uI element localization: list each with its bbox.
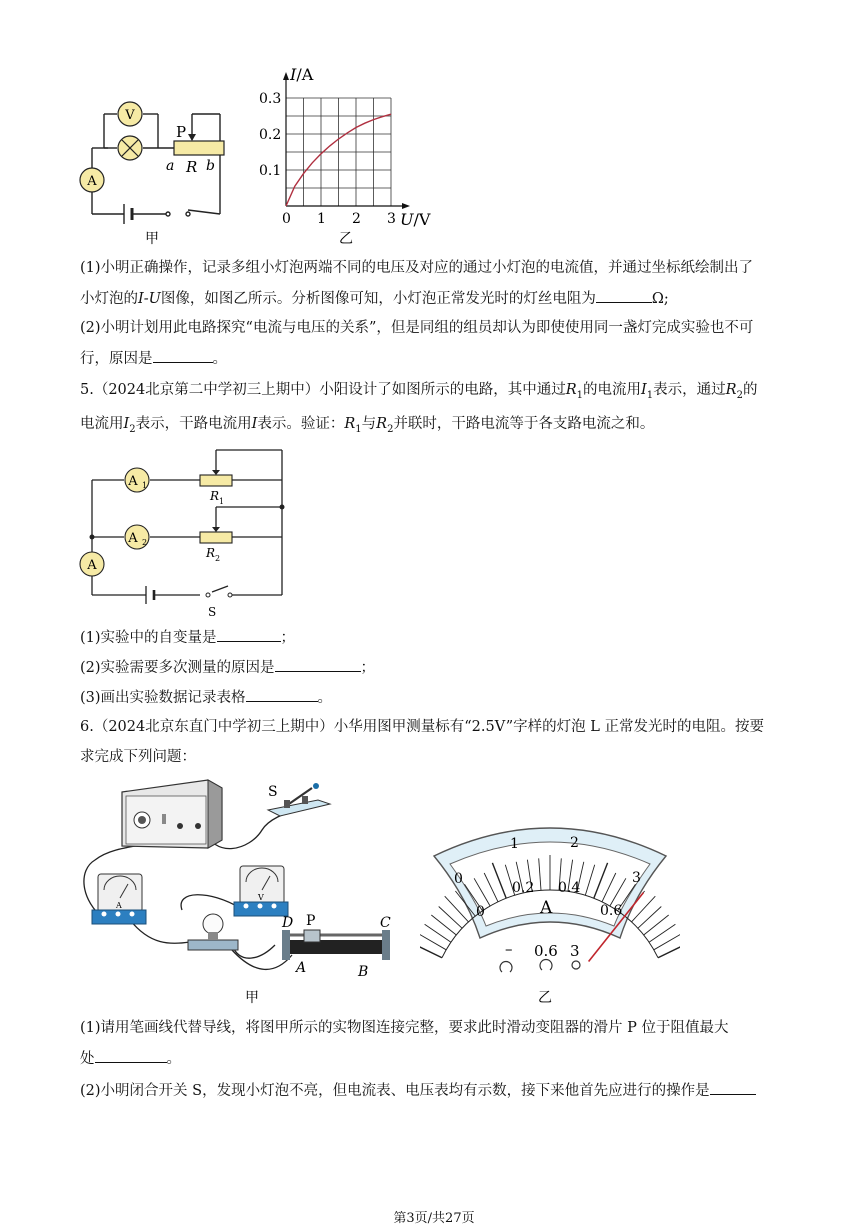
resistor-label: R <box>186 158 198 176</box>
r1-label: R <box>210 489 220 503</box>
answer-blank-variable[interactable] <box>217 627 281 642</box>
apparatus-figure <box>0 770 420 1015</box>
ammeter-device <box>92 874 146 924</box>
dial-tick <box>644 915 669 935</box>
q4-part2-line2: 行，原因是 。 <box>80 348 227 369</box>
x-tick-label: 2 <box>352 211 361 227</box>
answer-blank-resistance[interactable] <box>596 288 652 303</box>
top-scale-1: 1 <box>510 836 519 852</box>
y-tick-label: 0.3 <box>259 91 282 107</box>
top-scale-0: 0 <box>454 871 463 887</box>
slider-p-label: P <box>306 913 316 929</box>
x-axis-arrow-icon <box>402 203 410 209</box>
dial-tick <box>439 907 463 929</box>
slider-arrow-icon <box>188 134 196 141</box>
terminal-3-label: 3 <box>570 942 580 960</box>
r2-label: R <box>206 546 216 560</box>
dial-tick <box>658 941 680 958</box>
voltmeter-device <box>234 866 288 916</box>
terminal-06-label: 0.6 <box>534 942 558 960</box>
x-tick-label: 3 <box>387 211 396 227</box>
terminal-d-label: D <box>282 915 294 931</box>
ammeter-main-label: A <box>87 558 97 573</box>
lamp-device <box>188 914 238 950</box>
caption-jia-q6: 甲 <box>245 990 259 1006</box>
answer-blank-reason-multiple[interactable] <box>275 657 361 672</box>
top-figures <box>0 0 868 250</box>
terminal-c-label: C <box>380 915 391 931</box>
circuit-diagram-top <box>92 114 220 224</box>
y-axis-label: I/A <box>290 65 314 84</box>
q6-sub1-line1: (1)请用笔画线代替导线，将图甲所示的实物图连接完整，要求此时滑动变阻器的滑片 P 位于阻值最大 <box>80 1020 729 1036</box>
x-axis-label: U/V <box>400 210 431 229</box>
switch-label: S <box>208 605 217 619</box>
bottom-scale-06: 0.6 <box>600 903 623 919</box>
y-tick-label: 0.2 <box>259 127 282 143</box>
ammeter-label: A <box>87 174 97 189</box>
dial-tick <box>431 915 456 935</box>
top-scale-2: 2 <box>570 835 579 851</box>
caption-yi-q6: 乙 <box>538 990 552 1006</box>
page-footer: 第3页/共27页 <box>393 1211 475 1226</box>
bottom-scale-04: 0.4 <box>558 880 581 896</box>
q6-line1: 6.（2024北京东直门中学初三上期中）小华用图甲测量标有“2.5V”字样的灯泡 L 正常发光时的电阻。按要 <box>80 719 764 735</box>
end-b-label: b <box>206 158 215 174</box>
y-tick-label: 0.1 <box>259 163 282 179</box>
dial-tick <box>420 941 442 958</box>
slider-label: P <box>176 123 187 141</box>
switch-s-label: S <box>268 784 278 800</box>
voltmeter-label: V <box>125 108 135 123</box>
svg-text:1: 1 <box>219 497 225 506</box>
answer-blank-connection[interactable] <box>95 1048 167 1063</box>
q6-sub2-line1: (2)小明闭合开关 S，发现小灯泡不亮，但电流表、电压表均有示数，接下来他首先应进行的操作是 <box>80 1080 756 1101</box>
slider-arrow-icon <box>212 527 220 532</box>
q5-sub1: (1)实验中的自变量是 ； <box>80 627 295 648</box>
power-supply <box>122 780 222 848</box>
rheostat-body <box>174 141 224 155</box>
q6-line2: 求完成下列问题： <box>80 749 196 765</box>
ammeter1-label: A <box>128 474 138 489</box>
answer-blank-table[interactable] <box>246 687 318 702</box>
rheostat-device <box>282 930 390 960</box>
q5-sub3: (3)画出实验数据记录表格 。 <box>80 687 332 708</box>
caption-jia-top: 甲 <box>145 231 159 247</box>
q5-line2: 电流用$I_2$表示，干路电流用I表示。验证：$R_1$与$R_2$并联时，干路电流等于各支路电流之和。 <box>80 416 655 435</box>
q5-sub2: (2)实验需要多次测量的原因是 ； <box>80 657 375 678</box>
q5-line1: 5.（2024北京第二中学初三上期中）小阳设计了如图所示的电路，其中通过$R_1$的电流用$I_1$表示，通过$R_2$的 <box>80 382 758 401</box>
ammeter-device-label: A <box>116 901 122 910</box>
x-tick-label: 1 <box>317 211 326 227</box>
dial-tick <box>638 907 662 929</box>
terminal-minus-label: – <box>505 940 513 958</box>
end-a-label: a <box>166 158 175 174</box>
q6-sub1-line2: 处 。 <box>80 1048 181 1069</box>
y-axis-arrow-icon <box>283 72 289 80</box>
ammeter2-label: A <box>128 531 138 546</box>
q4-part2-line1: (2)小明计划用此电路探究“电流与电压的关系”，但是同组的组员却认为即使使用同一盏灯完成实验也不可 <box>80 320 754 336</box>
q4-part1-line2: 小灯泡的I-U图像，如图乙所示。分析图像可知，小灯泡正常发光时的灯丝电阻为 Ω; <box>80 288 669 309</box>
x-tick-label: 0 <box>282 211 291 227</box>
iu-graph <box>259 65 431 229</box>
top-scale-3: 3 <box>632 870 641 886</box>
svg-text:2: 2 <box>215 554 221 563</box>
caption-yi-top: 乙 <box>339 231 353 247</box>
terminal-b-label: B <box>358 964 369 980</box>
parallel-circuit-diagram <box>0 440 320 620</box>
answer-blank-operation[interactable] <box>710 1080 756 1095</box>
slider-arrow-icon <box>212 470 220 475</box>
ammeter-dial-figure <box>420 820 680 1010</box>
bottom-scale-02: 0.2 <box>512 880 535 896</box>
answer-blank-reason[interactable] <box>153 348 213 363</box>
dial-unit-label: A <box>540 898 553 918</box>
dial-terminals <box>500 960 580 972</box>
svg-text:1: 1 <box>142 481 148 490</box>
bottom-scale-0: 0 <box>476 904 485 920</box>
voltmeter-device-label: V <box>258 893 264 902</box>
terminal-a-label: A <box>296 960 307 976</box>
q4-part1-line1: (1)小明正确操作，记录多组小灯泡两端不同的电压及对应的通过小灯泡的电流值，并通过坐标纸绘制出了 <box>80 260 754 276</box>
svg-text:2: 2 <box>142 538 148 547</box>
